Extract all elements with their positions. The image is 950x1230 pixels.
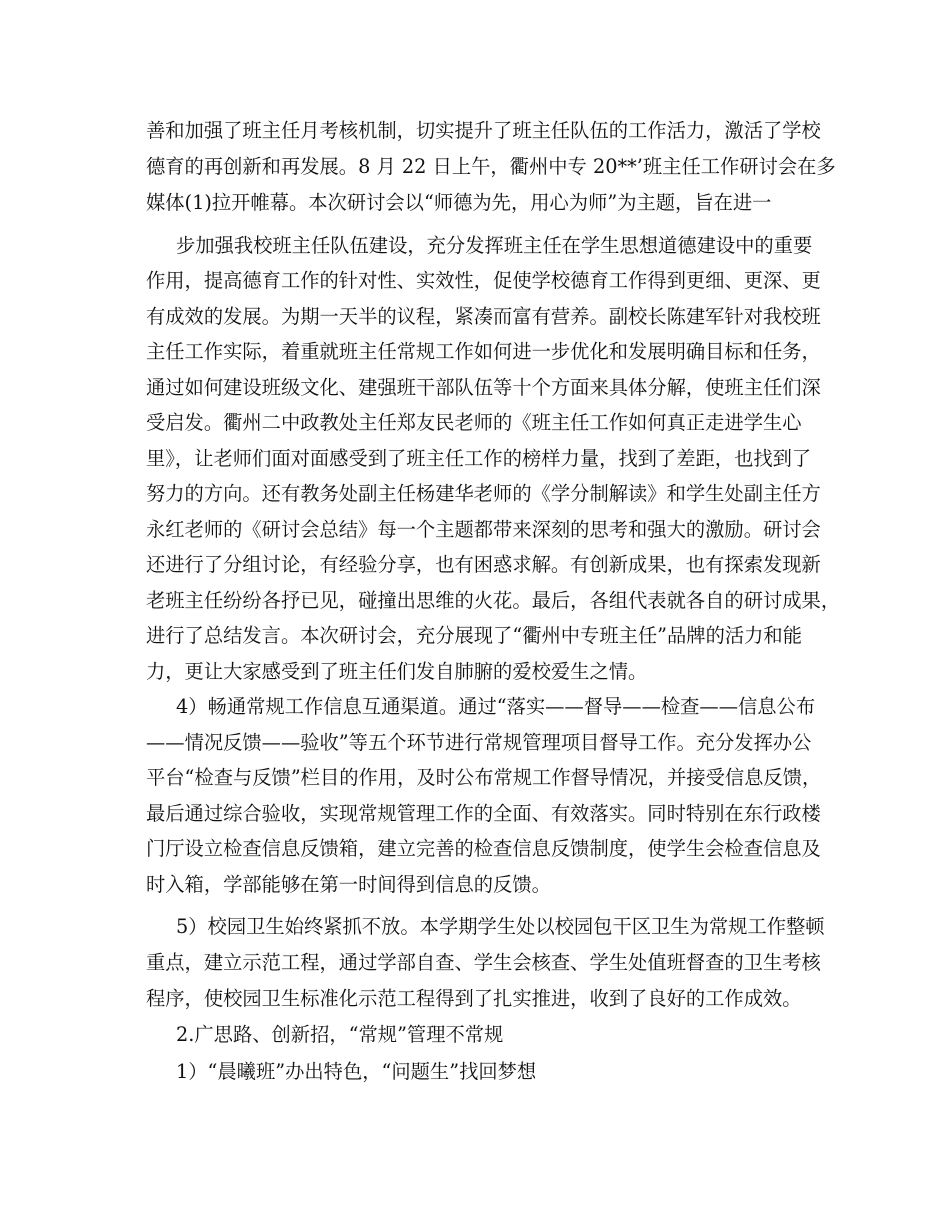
text-line: 里》，让老师们面对面感受到了班主任工作的榜样力量，找到了差距，也找到了 — [146, 447, 812, 470]
text-line: 有成效的发展。为期一天半的议程，紧凑而富有营养。副校长陈建军针对我校班 — [146, 305, 821, 328]
text-line: 重点，建立示范工程，通过学部自查、学生会核查、学生处值班督查的卫生考核 — [146, 951, 821, 974]
text-line: 力，更让大家感受到了班主任们发自肺腑的爱校爱生之情。 — [146, 660, 648, 683]
text-line: 4）畅通常规工作信息互通渠道。通过“落实——督导——检查——信息公布 — [176, 695, 816, 718]
section-heading: 2.广思路、创新招，“常规”管理不常规 — [176, 1023, 504, 1046]
text-line: 主任工作实际，着重就班主任常规工作如何进一步优化和发展明确目标和任务， — [146, 340, 821, 363]
text-line: 德育的再创新和再发展。8 月 22 日上午，衢州中专 20**’班主任工作研讨会在多 — [146, 155, 836, 178]
text-line: 进行了总结发言。本次研讨会，充分展现了“衢州中专班主任”品牌的活力和能 — [146, 624, 802, 647]
text-line: 还进行了分组讨论，有经验分享，也有困惑求解。有创新成果，也有探索发现新 — [146, 553, 821, 576]
text-line: 最后通过综合验收，实现常规管理工作的全面、有效落实。同时特别在东行政楼 — [146, 802, 821, 825]
text-line: 5）校园卫生始终紧抓不放。本学期学生处以校园包干区卫生为常规工作整顿 — [176, 915, 825, 938]
text-line: 程序，使校园卫生标准化示范工程得到了扎实推进，收到了良好的工作成效。 — [146, 987, 802, 1010]
text-line: 门厅设立检查信息反馈箱，建立完善的检查信息反馈制度，使学生会检查信息及 — [146, 837, 821, 860]
text-line: 作用，提高德育工作的针对性、实效性，促使学校德育工作得到更细、更深、更 — [146, 269, 821, 292]
text-line: 媒体(1)拉开帷幕。本次研讨会以“师德为先，用心为师”为主题，旨在进一 — [146, 191, 772, 214]
text-line: 平台“检查与反馈”栏目的作用，及时公布常规工作督导情况，并接受信息反馈， — [146, 766, 822, 789]
text-line: 老班主任纷纷各抒已见，碰撞出思维的火花。最后，各组代表就各自的研讨成果， — [146, 589, 841, 612]
text-line: 步加强我校班主任队伍建设，充分发挥班主任在学生思想道德建设中的重要 — [176, 234, 813, 257]
text-line: 永红老师的《研讨会总结》每一个主题都带来深刻的思考和强大的激励。研讨会 — [146, 518, 821, 541]
text-line: ——情况反馈——验收”等五个环节进行常规管理项目督导工作。充分发挥办公 — [146, 731, 812, 754]
text-line: 通过如何建设班级文化、建强班干部队伍等十个方面来具体分解，使班主任们深 — [146, 376, 821, 399]
text-line: 受启发。衢州二中政教处主任郑友民老师的《班主任工作如何真正走进学生心 — [146, 411, 802, 434]
text-line: 时入箱，学部能够在第一时间得到信息的反馈。 — [146, 873, 551, 896]
text-line: 善和加强了班主任月考核机制，切实提升了班主任队伍的工作活力，激活了学校 — [146, 119, 821, 142]
subsection-heading: 1）“晨曦班”办出特色，“问题生”找回梦想 — [176, 1060, 537, 1083]
text-line: 努力的方向。还有教务处副主任杨建华老师的《学分制解读》和学生处副主任方 — [146, 482, 821, 505]
